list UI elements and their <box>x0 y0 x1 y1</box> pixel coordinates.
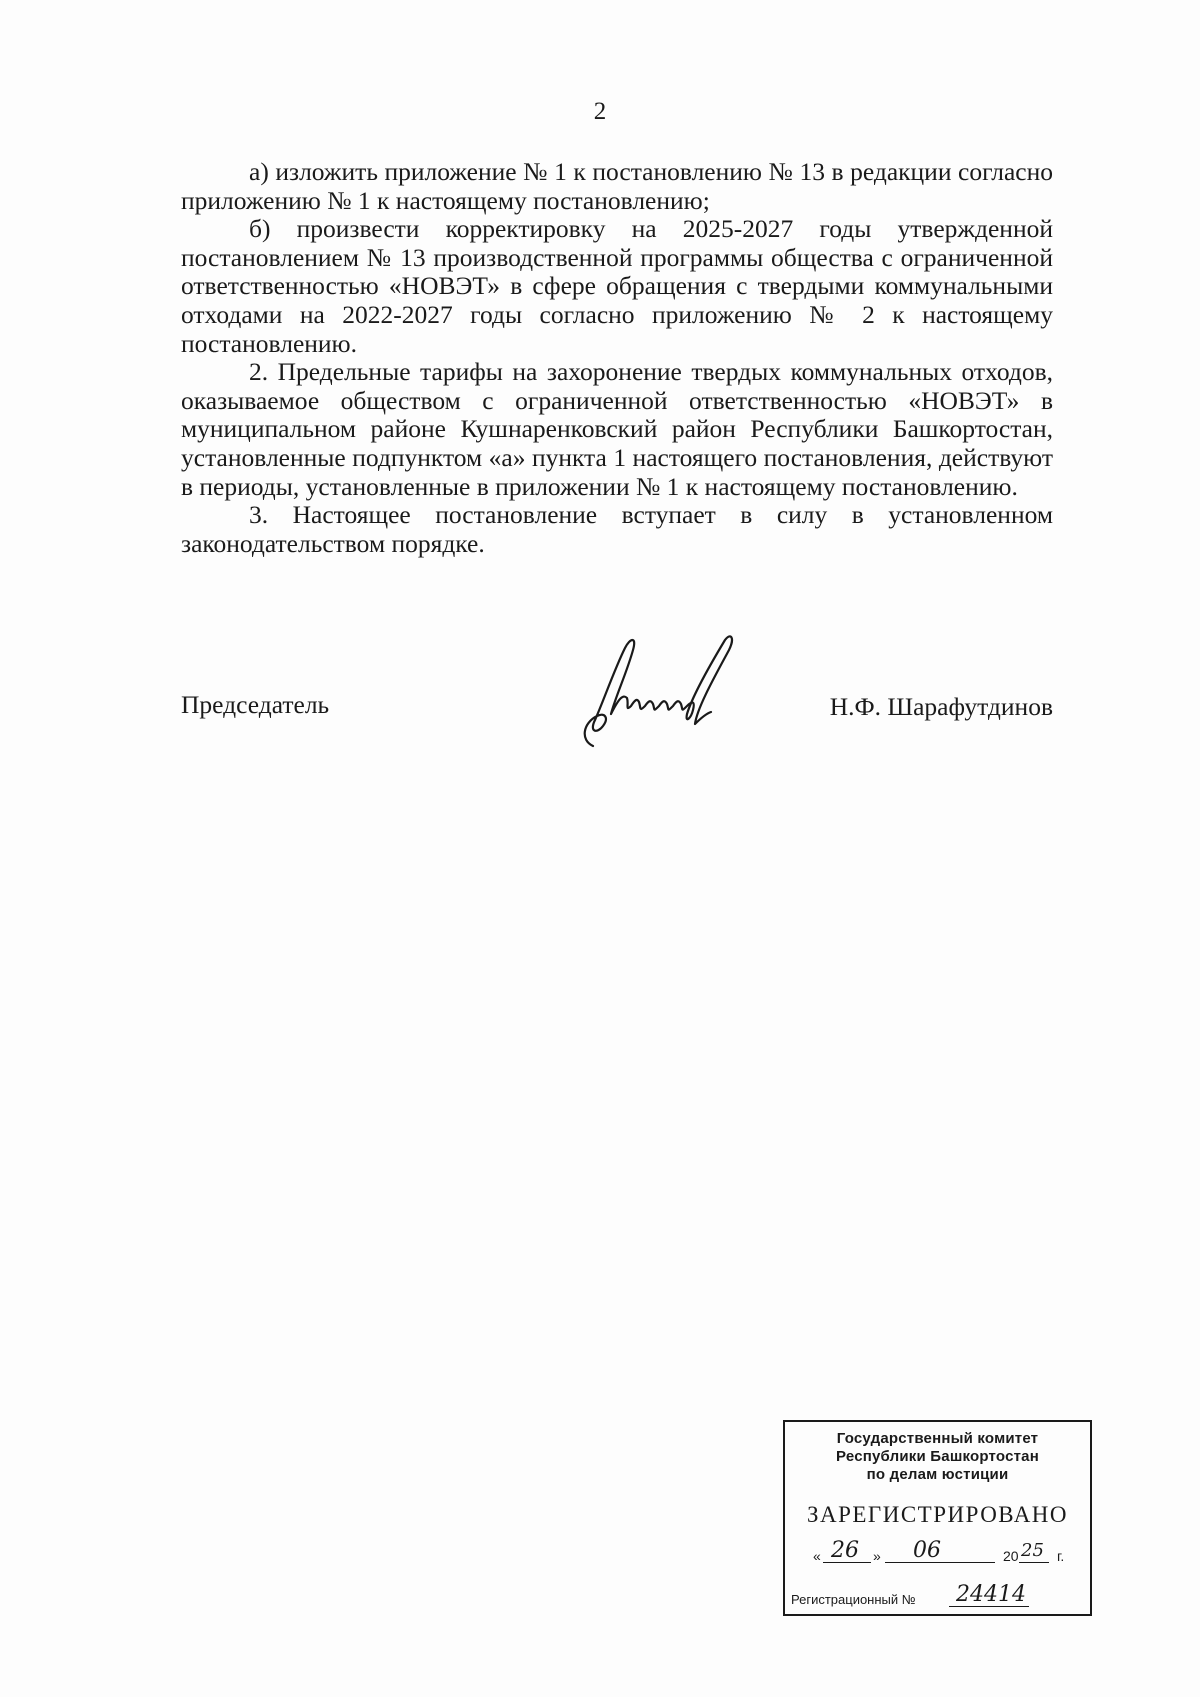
stamp-day: 26 <box>831 1538 859 1563</box>
stamp-reg-label: Регистрационный № <box>791 1592 916 1607</box>
document-body <box>181 158 1053 558</box>
signatory-name: Н.Ф. Шарафутдинов <box>829 692 1053 721</box>
stamp-year-prefix: 20 <box>1003 1548 1019 1564</box>
stamp-org-line: по делам юстиции <box>866 1466 1009 1483</box>
handwritten-signature <box>575 628 745 763</box>
paragraph-3: 3. Настоящее постановление вступает в силу в установленном законодательством порядке. <box>181 500 1053 558</box>
stamp-date <box>813 1540 1083 1568</box>
stamp-registration <box>791 1582 1087 1610</box>
stamp-org-line: Республики Башкортостан <box>836 1448 1039 1465</box>
paragraph-2: 2. Предельные тарифы на захоронение твердых коммунальных отходов, оказываемое обществом с ограниченной ответственностью «НОВЭТ» в муниципальном районе Кушнаренковский район Республики Башкортостан, установленные подпунктом «а» пункта 1 настоящего постановления, действуют в периоды, установленные в приложении № 1 к настоящему постановлению. <box>181 357 1053 501</box>
signatory-position: Председатель <box>181 690 330 719</box>
stamp-reg-line <box>949 1606 1029 1607</box>
stamp-org-line: Государственный комитет <box>836 1430 1039 1447</box>
stamp-day-line <box>823 1562 871 1563</box>
registration-stamp <box>783 1420 1092 1616</box>
stamp-year-unit: г. <box>1057 1548 1065 1564</box>
stamp-title: ЗАРЕГИСТРИРОВАНО <box>806 1502 1069 1527</box>
stamp-month: 06 <box>913 1538 941 1563</box>
stamp-open-quote: « <box>813 1548 821 1564</box>
stamp-organization <box>785 1430 1090 1484</box>
stamp-reg-number: 24414 <box>956 1582 1026 1607</box>
stamp-year-suffix: 25 <box>1021 1540 1044 1561</box>
page-number: 2 <box>593 98 607 125</box>
stamp-month-line <box>885 1562 995 1563</box>
stamp-close-quote: » <box>873 1548 881 1564</box>
paragraph-a: а) изложить приложение № 1 к постановлению № 13 в редакции согласно приложению № 1 к настоящему постановлению; <box>181 157 1053 215</box>
stamp-year-line <box>1019 1562 1049 1563</box>
paragraph-b: б) произвести корректировку на 2025-2027 годы утвержденной постановлением № 13 производственной программы общества с ограниченной ответственностью «НОВЭТ» в сфере обращения с твердыми коммунальными отходами на 2022-2027 годы согласно приложению № 2 к настоящему постановлению. <box>181 214 1053 358</box>
